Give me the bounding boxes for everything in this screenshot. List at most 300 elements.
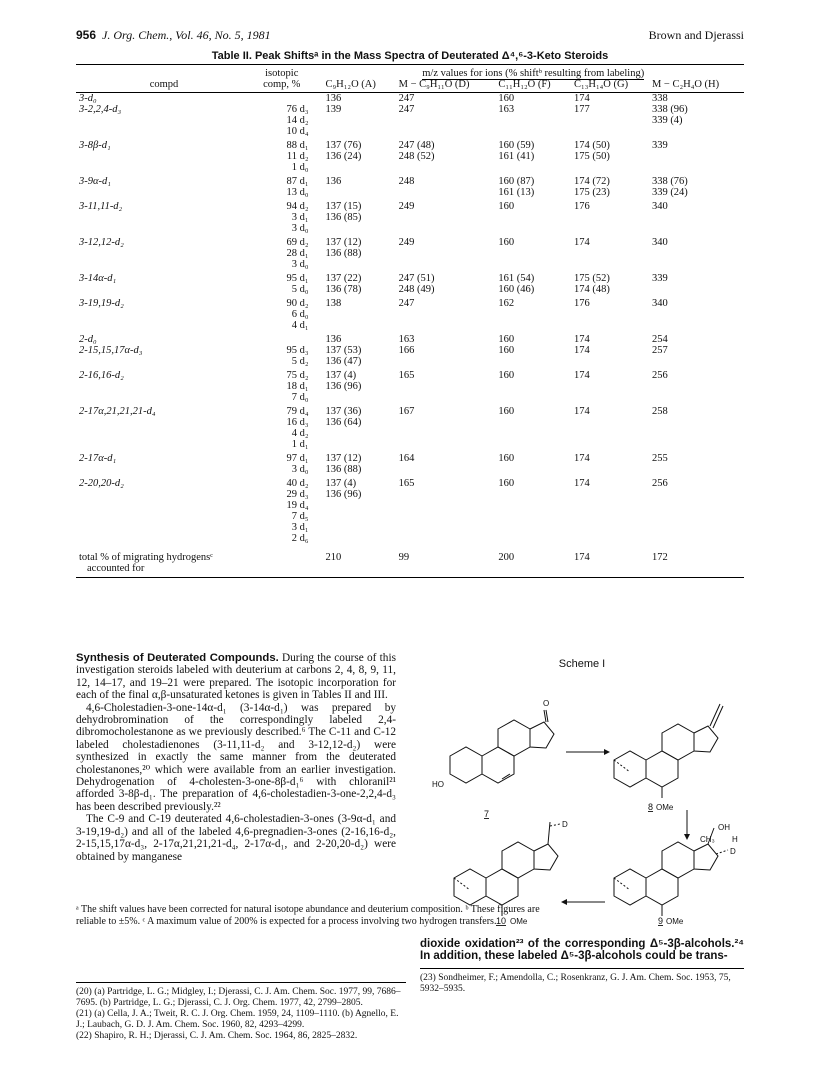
cell-isotopic: 5 d₂: [291, 356, 309, 367]
body-right-paragraph: dioxide oxidation²³ of the corresponding Δ⁵-3β-alcohols.²⁴ In addition, these labeled Δ⁵-3β-alcohols could be trans-: [420, 938, 744, 963]
table-row: [76, 522, 744, 533]
cell-value: [495, 381, 571, 392]
col-compd: compd: [76, 79, 252, 93]
paragraph-2: 4,6-Cholestadien-3-one-14α-d₁ (3-14α-d₁) was prepared by dehydrobromination of the correspondingly labeled 2,4-dibromocholestanone as we previously described.⁶ The C-11 and C-12 labeled cholestadienones (3-11,11-d₂ and 3-12,12-d₂) were synthesized in exactly the same manner from the deuterated cholestanones,²⁰ which were available from an earlier investigation. Dehydrogenation of 4-cholesten-3-one-8β-d₁⁶ with chloranil²¹ afforded 3-8β-d₁. The preparation of 4,6-cholestadien-3-one-2,2,4-d₃ has been described previously.²²: [76, 701, 396, 813]
cell-compd: [76, 248, 252, 259]
footnotes-right: [420, 968, 744, 995]
cell-value: [396, 522, 496, 533]
cell-value: [571, 428, 649, 439]
cell-value: 138: [325, 298, 342, 309]
cell-value: [571, 212, 649, 223]
table-row: [76, 295, 744, 309]
table-row: [76, 270, 744, 284]
cell-value: [396, 162, 496, 173]
cell-value: 136 (96): [325, 489, 362, 500]
cell-value: 160: [498, 406, 515, 417]
cell-value: 256: [651, 370, 668, 381]
table-row: [76, 198, 744, 212]
cell-isotopic: 76 d₃: [286, 104, 309, 115]
cell-value: 249: [398, 201, 415, 212]
cell-value: [396, 248, 496, 259]
cell-value: [323, 392, 396, 403]
cell-compd: [76, 381, 252, 392]
cell-compd: [76, 511, 252, 522]
cell-isotopic: 88 d₁: [286, 140, 309, 151]
cell-value: 136 (24): [325, 151, 362, 162]
totals-row: [76, 544, 744, 578]
cell-value: 338 (96): [651, 104, 688, 115]
cell-compd: [76, 162, 252, 173]
cell-value: 339: [651, 140, 668, 151]
cell-value: [323, 223, 396, 234]
cell-value: 177: [574, 104, 590, 115]
scheme-diagram: [420, 672, 744, 928]
cell-value: [571, 392, 649, 403]
cell-value: 160 (46): [498, 284, 535, 295]
cell-value: [649, 309, 744, 320]
cell-value: [495, 439, 571, 450]
cell-value: [649, 511, 744, 522]
cell-value: [323, 500, 396, 511]
steroid-10: [454, 822, 560, 916]
cell-compd: [76, 309, 252, 320]
col-ion-f: C₁₁H₁₂O (F): [495, 79, 571, 93]
footnote-21: (21) (a) Cella, J. A.; Tweit, R. C. J. Org. Chem. 1959, 24, 1109–1110. (b) Agnello, E. J.; Laubach, G. D. J. Am. Chem. Soc. 1960, 82, 4293–4299.: [76, 1009, 399, 1030]
cell-value: 163: [498, 104, 515, 115]
cell-value: [396, 381, 496, 392]
cell-value: 160: [498, 334, 515, 345]
cell-value: 175 (23): [574, 187, 610, 198]
cell-value: [571, 439, 649, 450]
table-row: [76, 320, 744, 331]
col-comp: comp, %: [252, 79, 323, 93]
footnote-20: (20) (a) Partridge, L. G.; Midgley, I.; Djerassi, C. J. Am. Chem. Soc. 1977, 99, 7686–7695. (b) Partridge, L. G.; Djerassi, C. J. Org. Chem. 1977, 42, 2799–2805.: [76, 987, 401, 1008]
cell-value: 174: [574, 406, 590, 417]
cell-value: [571, 381, 649, 392]
table-row: [76, 489, 744, 500]
cell-value: [571, 511, 649, 522]
cell-value: 249: [398, 237, 415, 248]
peak-shift-table: [76, 64, 744, 578]
cell-value: [323, 309, 396, 320]
running-header: [76, 28, 744, 43]
cell-value: 161 (41): [498, 151, 535, 162]
cell-isotopic: 7 d₀: [291, 392, 309, 403]
cell-value: 137 (15): [325, 201, 362, 212]
cell-value: 174: [574, 370, 590, 381]
cell-isotopic: 1 d₀: [291, 162, 309, 173]
cell-value: [649, 464, 744, 475]
cell-value: 174: [574, 345, 590, 356]
scheme-title: Scheme I: [558, 658, 606, 670]
cell-compd: [76, 533, 252, 544]
cell-isotopic: 1 d₁: [291, 439, 309, 450]
cell-isotopic: 2 d₆: [291, 533, 309, 544]
cell-value: 160: [498, 345, 515, 356]
cell-isotopic: 87 d₁: [286, 176, 309, 187]
col-isotopic: isotopic: [252, 65, 323, 80]
table-row: [76, 284, 744, 295]
table-footnote-2: reliable to ±5%. ᶜ A maximum value of 200% is expected for a process involving two hydrogen transfers.: [76, 916, 497, 927]
cell-value: 136 (88): [325, 248, 362, 259]
cell-value: 166: [398, 345, 415, 356]
cell-value: [571, 259, 649, 270]
cell-isotopic: 19 d₄: [286, 500, 309, 511]
label-compound-8: 8: [648, 802, 654, 812]
cell-value: [649, 428, 744, 439]
cell-value: [323, 115, 396, 126]
cell-value: 137 (12): [325, 453, 362, 464]
col-ion-a: C₉H₁₂O (A): [323, 79, 396, 93]
cell-value: [396, 464, 496, 475]
cell-value: 174 (72): [574, 176, 610, 187]
page-number: 956: [76, 28, 97, 42]
cell-value: [571, 162, 649, 173]
cell-isotopic: 10 d₄: [286, 126, 309, 137]
cell-value: [649, 151, 744, 162]
cell-value: [495, 162, 571, 173]
cell-compd: [76, 187, 252, 198]
cell-value: 248 (52): [398, 151, 435, 162]
cell-value: [649, 259, 744, 270]
totals-label-line-1: total % of migrating hydrogensᶜ: [79, 552, 213, 563]
cell-value: [571, 223, 649, 234]
cell-value: 247 (48): [398, 140, 435, 151]
cell-value: 174: [574, 237, 590, 248]
cell-value: [396, 115, 496, 126]
cell-compd: 3-12,12-d₂: [79, 237, 124, 248]
table-row: [76, 115, 744, 126]
cell-compd: [76, 356, 252, 367]
cell-compd: 3-9α-d₁: [79, 176, 111, 187]
label-ome-8: OMe: [656, 803, 674, 812]
cell-value: [571, 464, 649, 475]
label-compound-10: 10: [496, 916, 507, 926]
cell-value: [396, 320, 496, 331]
table-row: [76, 417, 744, 428]
cell-value: 175 (52): [574, 273, 610, 284]
col-ion-h: M − C₂H₄O (H): [649, 79, 744, 93]
total-value: 210: [323, 544, 396, 578]
cell-value: [571, 320, 649, 331]
cell-value: [495, 511, 571, 522]
col-ion-d: M − C₉H₁₁O (D): [396, 79, 496, 93]
cell-value: [323, 320, 396, 331]
cell-value: [495, 489, 571, 500]
cell-value: 247 (51): [398, 273, 435, 284]
cell-value: [649, 439, 744, 450]
cell-value: [396, 439, 496, 450]
cell-value: 340: [651, 201, 668, 212]
cell-value: 136 (96): [325, 381, 362, 392]
cell-value: 254: [651, 334, 668, 345]
cell-value: [571, 522, 649, 533]
steroid-7: [450, 710, 554, 783]
cell-value: [649, 162, 744, 173]
cell-value: 258: [651, 406, 668, 417]
cell-value: 139: [325, 104, 342, 115]
cell-value: 339: [651, 273, 668, 284]
cell-isotopic: 14 d₂: [286, 115, 309, 126]
table-row: [76, 309, 744, 320]
cell-value: [323, 259, 396, 270]
label-compound-9: 9: [658, 916, 664, 926]
cell-isotopic: [252, 331, 323, 345]
cell-value: [649, 500, 744, 511]
cell-value: [495, 464, 571, 475]
paragraph-1: During the course of this investigation steroids labeled with deuterium at carbons 2, 4, 8, 9, 11, 12, 14–17, and 19–21 were prepared. The isotopic incorporation for each of the final α,β-unsaturated ketones is given in Tables II and III.: [76, 652, 396, 702]
cell-value: 162: [498, 298, 515, 309]
table-row: [76, 104, 744, 115]
table-row: [76, 450, 744, 464]
cell-value: 247: [398, 104, 415, 115]
cell-value: [396, 309, 496, 320]
cell-isotopic: 16 d₃: [286, 417, 309, 428]
total-value: 174: [571, 544, 649, 578]
table-row: [76, 248, 744, 259]
cell-value: 174: [574, 478, 590, 489]
cell-value: 248: [398, 176, 415, 187]
table-row: [76, 223, 744, 234]
cell-value: 165: [398, 478, 415, 489]
cell-value: [396, 187, 496, 198]
totals-label: [76, 544, 323, 578]
cell-compd: 2-17α,21,21,21-d₄: [79, 406, 156, 417]
label-o: O: [543, 699, 550, 708]
cell-value: [495, 223, 571, 234]
table-row: [76, 381, 744, 392]
cell-value: 338: [651, 93, 668, 104]
table-row: [76, 93, 744, 105]
cell-compd: 3-d₀: [79, 93, 97, 104]
table-row: [76, 137, 744, 151]
table-row: [76, 259, 744, 270]
paragraph-3: The C-9 and C-19 deuterated 4,6-cholestadien-3-ones (3-9α-d₁ and 3-19,19-d₂) and all of the labeled 4,6-pregnadien-3-ones (2-16,16-d₂, 2-15,15,17α-d₃, 2-17α,21,21,21-d₄, 2-17α-d₁, and 2-20,20-d₂) were obtained by manganese: [76, 813, 396, 863]
cell-value: [495, 115, 571, 126]
total-value: 172: [649, 544, 744, 578]
footnote-22: (22) Shapiro, R. H.; Djerassi, C. J. Am. Chem. Soc. 1964, 86, 2825–2832.: [76, 1031, 358, 1041]
cell-value: [495, 259, 571, 270]
cell-value: [396, 533, 496, 544]
table-row: [76, 533, 744, 544]
table-row: [76, 151, 744, 162]
cell-value: [396, 511, 496, 522]
cell-value: 174 (50): [574, 140, 610, 151]
cell-compd: [76, 126, 252, 137]
cell-compd: 2-20,20-d₂: [79, 478, 124, 489]
cell-value: 137 (22): [325, 273, 362, 284]
cell-compd: 3-8β-d₁: [79, 140, 111, 151]
cell-value: 137 (53): [325, 345, 362, 356]
table-row: [76, 356, 744, 367]
cell-compd: [76, 489, 252, 500]
cell-value: 137 (36): [325, 406, 362, 417]
table-row: [76, 173, 744, 187]
table-row: [76, 331, 744, 345]
cell-value: 136: [325, 93, 342, 104]
body-left-column: [76, 652, 396, 863]
table-body: [76, 93, 744, 578]
table-row: [76, 500, 744, 511]
cell-value: [649, 212, 744, 223]
cell-isotopic: 3 d₀: [291, 464, 309, 475]
cell-value: 176: [574, 298, 590, 309]
footnotes-left: [76, 982, 406, 1042]
cell-value: [495, 417, 571, 428]
mz-header: m/z values for ions (% shiftᵇ resulting from labeling): [422, 68, 645, 79]
cell-value: 174 (48): [574, 284, 610, 295]
label-compound-7: 7: [484, 809, 490, 819]
cell-value: 160: [498, 478, 515, 489]
cell-value: [323, 428, 396, 439]
cell-value: [323, 511, 396, 522]
cell-value: [495, 428, 571, 439]
label-d-10: D: [562, 820, 568, 829]
cell-value: 136 (78): [325, 284, 362, 295]
cell-value: [649, 356, 744, 367]
cell-value: [396, 500, 496, 511]
cell-value: [396, 223, 496, 234]
total-value: 99: [396, 544, 496, 578]
authors: Brown and Djerassi: [648, 28, 744, 42]
journal-citation: J. Org. Chem., Vol. 46, No. 5, 1981: [102, 28, 271, 42]
cell-compd: 3-2,2,4-d₃: [79, 104, 122, 115]
cell-isotopic: 75 d₂: [286, 370, 309, 381]
table-row: [76, 367, 744, 381]
steroid-8: [614, 704, 723, 798]
cell-compd: 2-16,16-d₂: [79, 370, 124, 381]
cell-value: 160: [498, 370, 515, 381]
cell-value: 160 (87): [498, 176, 535, 187]
cell-compd: [76, 320, 252, 331]
cell-isotopic: 95 d₃: [286, 345, 309, 356]
cell-compd: 3-14α-d₁: [79, 273, 117, 284]
cell-value: [396, 392, 496, 403]
table-row: [76, 439, 744, 450]
table-row: [76, 403, 744, 417]
cell-compd: 2-17α-d₁: [79, 453, 117, 464]
cell-value: 136: [325, 334, 342, 345]
cell-value: 137 (76): [325, 140, 362, 151]
cell-value: [649, 284, 744, 295]
total-value: 200: [495, 544, 571, 578]
cell-isotopic: 97 d₁: [286, 453, 309, 464]
cell-value: 247: [398, 93, 415, 104]
cell-isotopic: 5 d₀: [291, 284, 309, 295]
cell-isotopic: 69 d₂: [286, 237, 309, 248]
cell-value: 167: [398, 406, 415, 417]
cell-isotopic: 94 d₂: [286, 201, 309, 212]
cell-value: 137 (4): [325, 478, 357, 489]
cell-isotopic: 79 d₄: [286, 406, 309, 417]
cell-isotopic: 3 d₀: [291, 259, 309, 270]
cell-value: 161 (13): [498, 187, 535, 198]
cell-value: [649, 522, 744, 533]
cell-value: [495, 500, 571, 511]
table-row: [76, 126, 744, 137]
cell-value: [649, 489, 744, 500]
cell-compd: [76, 500, 252, 511]
cell-value: [396, 212, 496, 223]
cell-value: [396, 417, 496, 428]
cell-value: [495, 522, 571, 533]
cell-value: [571, 533, 649, 544]
cell-isotopic: [252, 93, 323, 105]
cell-value: 338 (76): [651, 176, 688, 187]
cell-value: [495, 212, 571, 223]
cell-isotopic: 13 d₀: [286, 187, 309, 198]
cell-value: [495, 356, 571, 367]
cell-isotopic: 29 d₃: [286, 489, 309, 500]
cell-value: [571, 248, 649, 259]
cell-value: [649, 381, 744, 392]
cell-isotopic: 28 d₁: [286, 248, 309, 259]
cell-value: [649, 320, 744, 331]
cell-value: 161 (54): [498, 273, 535, 284]
cell-compd: [76, 259, 252, 270]
cell-value: 136 (64): [325, 417, 362, 428]
cell-isotopic: 3 d₁: [291, 522, 309, 533]
cell-isotopic: 95 d₁: [286, 273, 309, 284]
cell-value: [649, 392, 744, 403]
cell-isotopic: 4 d₁: [291, 320, 309, 331]
cell-value: 174: [574, 453, 590, 464]
cell-compd: [76, 223, 252, 234]
cell-isotopic: 3 d₀: [291, 223, 309, 234]
table-row: [76, 511, 744, 522]
cell-compd: [76, 284, 252, 295]
footnote-23: (23) Sondheimer, F.; Amendolla, C.; Rosenkranz, G. J. Am. Chem. Soc. 1953, 75, 5932–5935.: [420, 973, 731, 994]
cell-value: 160: [498, 201, 515, 212]
cell-value: [495, 126, 571, 137]
cell-value: [649, 417, 744, 428]
cell-compd: 3-11,11-d₂: [79, 201, 123, 212]
table-row: [76, 187, 744, 198]
cell-value: [495, 320, 571, 331]
cell-value: 137 (12): [325, 237, 362, 248]
cell-value: 340: [651, 298, 668, 309]
cell-compd: [76, 392, 252, 403]
table-footnote-1: ᵃ The shift values have been corrected for natural isotope abundance and deuterium composition. ᵇ These figures are: [76, 904, 540, 915]
cell-isotopic: 11 d₂: [286, 151, 309, 162]
table-row: [76, 392, 744, 403]
cell-value: [571, 115, 649, 126]
cell-value: [396, 259, 496, 270]
cell-compd: [76, 151, 252, 162]
totals-label-line-2: accounted for: [87, 563, 145, 574]
cell-compd: [76, 439, 252, 450]
table-row: [76, 212, 744, 223]
cell-value: 164: [398, 453, 415, 464]
cell-isotopic: 4 d₂: [291, 428, 309, 439]
cell-value: 257: [651, 345, 668, 356]
label-ch3: CH₃: [700, 835, 715, 844]
cell-value: [571, 126, 649, 137]
cell-value: 165: [398, 370, 415, 381]
cell-value: 160: [498, 237, 515, 248]
cell-value: [571, 417, 649, 428]
cell-value: [396, 428, 496, 439]
cell-value: [571, 500, 649, 511]
cell-value: [571, 356, 649, 367]
cell-value: [323, 126, 396, 137]
label-ome-9: OMe: [666, 917, 684, 926]
cell-isotopic: 18 d₁: [286, 381, 309, 392]
cell-value: [323, 162, 396, 173]
cell-value: 136 (47): [325, 356, 362, 367]
cell-value: 174: [574, 93, 590, 104]
cell-value: 175 (50): [574, 151, 610, 162]
